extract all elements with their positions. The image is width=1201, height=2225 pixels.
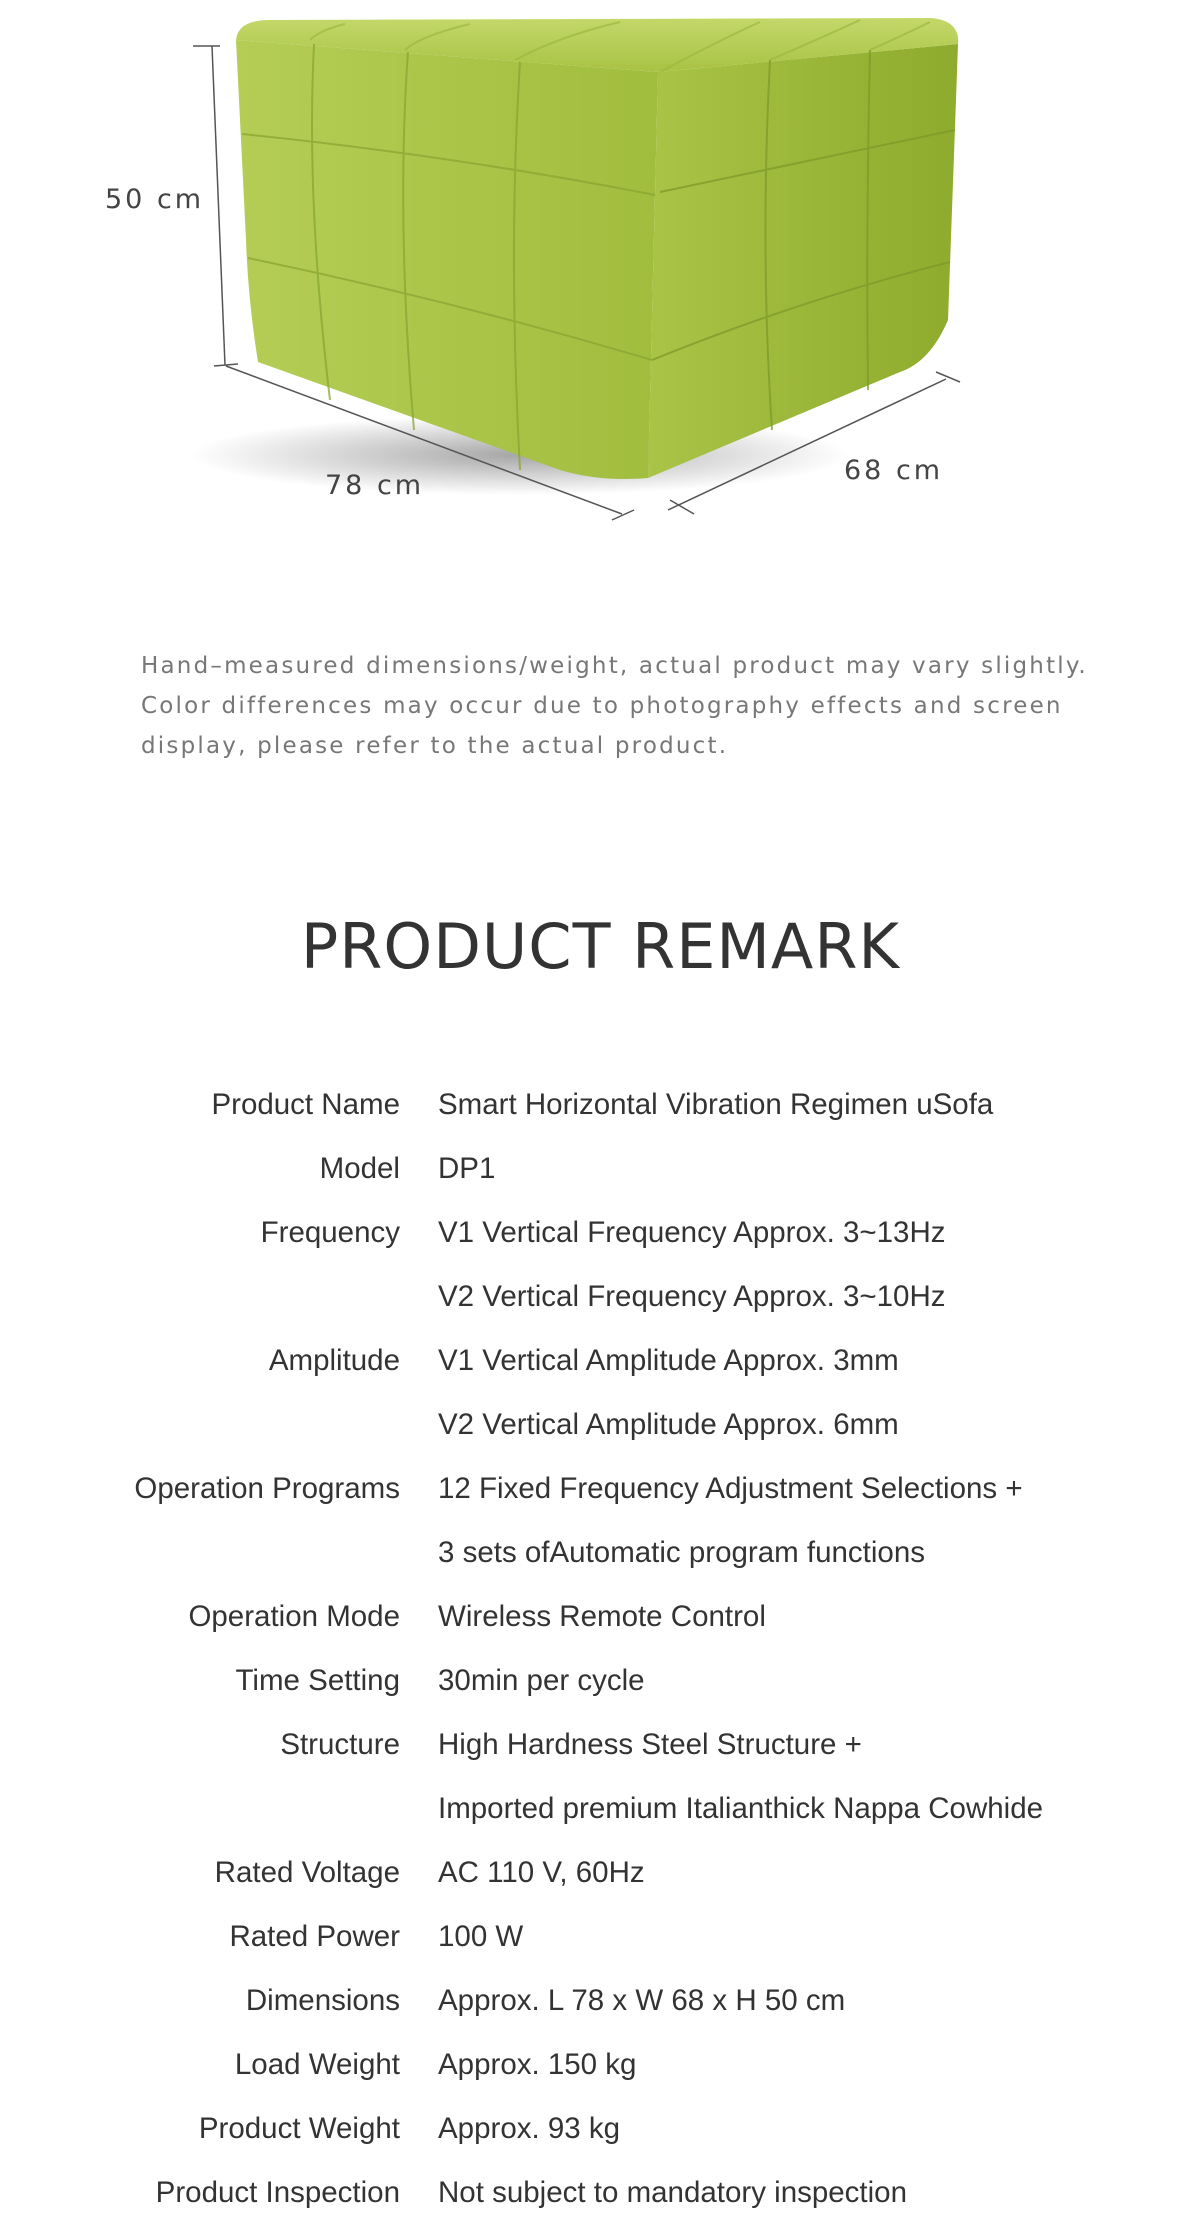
spec-row (0, 1265, 1201, 1329)
spec-label: Time Setting (235, 1664, 400, 1697)
spec-value: Approx. L 78 x W 68 x H 50 cm (438, 1984, 846, 2017)
spec-value: Wireless Remote Control (438, 1600, 766, 1633)
spec-label: Amplitude (268, 1344, 400, 1377)
disclaimer-line: Color differences may occur due to photography effects and screen (141, 693, 1063, 719)
spec-value: 100 W (438, 1920, 524, 1953)
spec-value: AC 110 V, 60Hz (438, 1856, 645, 1889)
disclaimer-line: display, please refer to the actual product. (141, 733, 729, 759)
section-title: PRODUCT REMARK (300, 910, 901, 983)
measurement-disclaimer (141, 646, 1101, 766)
spec-value: V2 Vertical Frequency Approx. 3~10Hz (438, 1280, 946, 1313)
spec-label: Dimensions (245, 1984, 400, 2017)
spec-row (0, 1393, 1201, 1457)
spec-row (0, 1713, 1201, 1777)
spec-value: V1 Vertical Frequency Approx. 3~13Hz (438, 1216, 946, 1249)
spec-label: Rated Voltage (214, 1856, 400, 1889)
spec-label: Product Name (211, 1088, 400, 1121)
height-dimension-label: 50 cm (105, 184, 205, 215)
spec-value: V1 Vertical Amplitude Approx. 3mm (438, 1344, 899, 1377)
spec-row (0, 1073, 1201, 1137)
spec-row (0, 1585, 1201, 1649)
spec-label: Product Inspection (155, 2176, 400, 2209)
spec-row (0, 1969, 1201, 2033)
length-dimension-label: 78 cm (325, 470, 425, 501)
spec-row (0, 1201, 1201, 1265)
spec-label: Structure (280, 1728, 400, 1761)
spec-value: Not subject to mandatory inspection (438, 2176, 907, 2209)
spec-label: Load Weight (234, 2048, 400, 2081)
spec-row (0, 1329, 1201, 1393)
spec-row (0, 1457, 1201, 1521)
spec-row (0, 1841, 1201, 1905)
spec-value: V2 Vertical Amplitude Approx. 6mm (438, 1408, 899, 1441)
spec-label: Operation Mode (188, 1600, 400, 1633)
spec-row (0, 2033, 1201, 2097)
disclaimer-line: Hand–measured dimensions/weight, actual product may vary slightly. (141, 653, 1088, 679)
ottoman-front-face (236, 40, 658, 479)
spec-label: Rated Power (229, 1920, 400, 1953)
spec-row (0, 2161, 1201, 2225)
spec-row (0, 2097, 1201, 2161)
tufted-ottoman-illustration (0, 0, 1201, 560)
product-dimension-figure (0, 0, 1201, 560)
product-spec-table (0, 1073, 1201, 2225)
spec-value: Smart Horizontal Vibration Regimen uSofa (438, 1088, 994, 1121)
spec-row (0, 1521, 1201, 1585)
spec-value: 30min per cycle (438, 1664, 645, 1697)
spec-value: Imported premium Italianthick Nappa Cowhide (438, 1792, 1044, 1825)
spec-value: 3 sets ofAutomatic program functions (438, 1536, 925, 1569)
spec-value: Approx. 150 kg (438, 2048, 637, 2081)
width-dimension-label: 68 cm (844, 455, 944, 486)
spec-value: DP1 (438, 1152, 496, 1185)
spec-row (0, 1777, 1201, 1841)
spec-label: Operation Programs (134, 1472, 400, 1505)
spec-row (0, 1137, 1201, 1201)
ottoman-side-face (648, 44, 958, 478)
spec-row (0, 1905, 1201, 1969)
spec-value: Approx. 93 kg (438, 2112, 621, 2145)
spec-label: Product Weight (198, 2112, 400, 2145)
spec-value: High Hardness Steel Structure + (438, 1728, 862, 1761)
spec-value: 12 Fixed Frequency Adjustment Selections + (438, 1472, 1023, 1505)
spec-label: Model (319, 1152, 400, 1185)
spec-row (0, 1649, 1201, 1713)
spec-label: Frequency (260, 1216, 400, 1249)
